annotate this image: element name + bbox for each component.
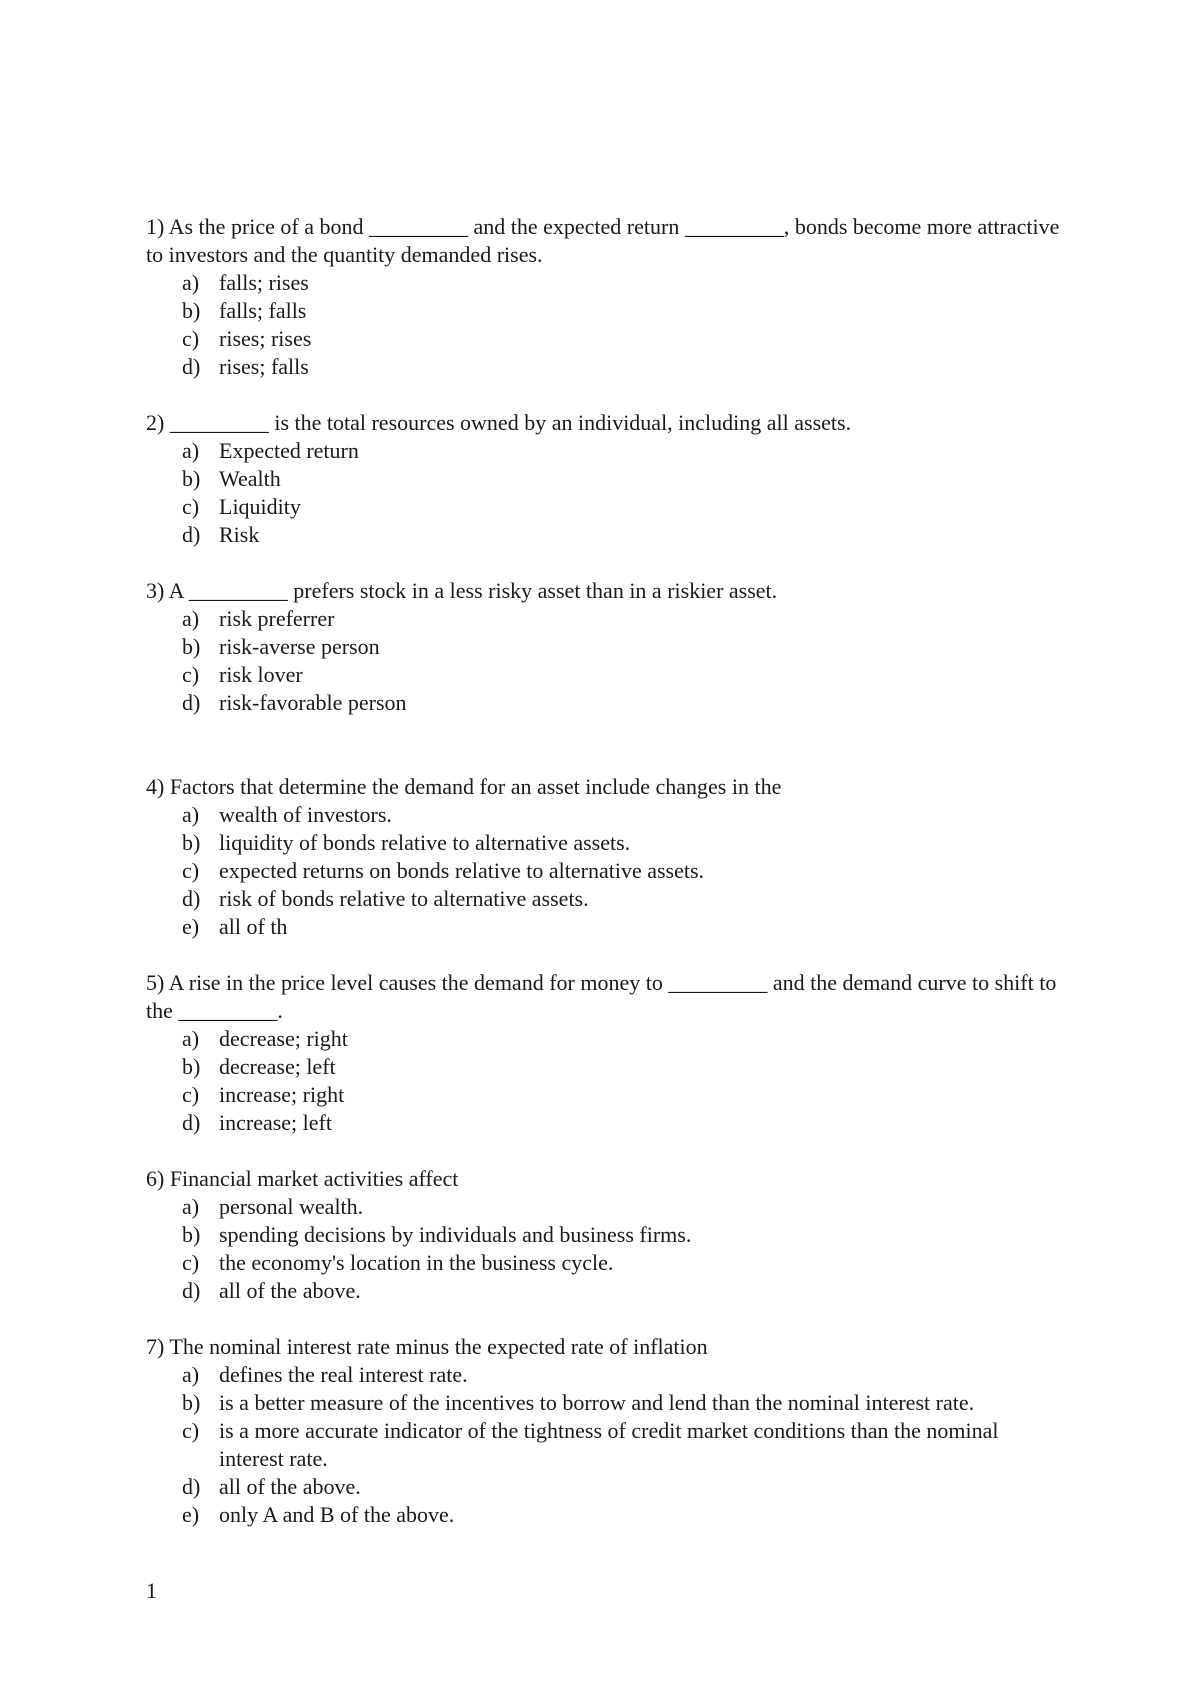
option-letter: a) [182, 802, 200, 827]
option-letter: a) [182, 606, 200, 631]
question-3 [146, 577, 1066, 717]
option-text: is a more accurate indicator of the tightness of credit market conditions than the nominal interest rate. [219, 1418, 999, 1471]
option-text: all of the above. [219, 1474, 361, 1499]
question-7-stem: 7) The nominal interest rate minus the expected rate of inflation [146, 1334, 708, 1359]
option-letter: c) [182, 1418, 200, 1443]
question-5 [146, 969, 1066, 1137]
option-item [146, 297, 1066, 325]
option-item [146, 1361, 1066, 1389]
option-text: rises; falls [219, 354, 309, 379]
option-item [146, 521, 1066, 549]
option-letter: b) [182, 634, 201, 659]
option-text: only A and B of the above. [219, 1502, 455, 1527]
option-item [146, 1473, 1066, 1501]
question-5-options [146, 1025, 1066, 1137]
option-letter: c) [182, 494, 200, 519]
option-text: expected returns on bonds relative to alternative assets. [219, 858, 705, 883]
question-list [146, 213, 1066, 1529]
option-letter: d) [182, 1278, 201, 1303]
option-letter: d) [182, 1474, 201, 1499]
option-item [146, 1221, 1066, 1249]
option-text: falls; rises [219, 270, 309, 295]
option-item [146, 857, 1066, 885]
option-item [146, 493, 1066, 521]
option-letter: b) [182, 1222, 201, 1247]
option-text: spending decisions by individuals and business firms. [219, 1222, 692, 1247]
question-7 [146, 1333, 1066, 1529]
option-item [146, 465, 1066, 493]
option-letter: c) [182, 1082, 200, 1107]
option-letter: e) [182, 1502, 200, 1527]
question-6 [146, 1165, 1066, 1305]
option-text: increase; right [219, 1082, 345, 1107]
option-item [146, 885, 1066, 913]
question-3-stem: 3) A _________ prefers stock in a less risky asset than in a riskier asset. [146, 578, 778, 603]
option-item [146, 353, 1066, 381]
option-item [146, 1109, 1066, 1137]
option-letter: a) [182, 1026, 200, 1051]
option-letter: a) [182, 270, 200, 295]
option-text: liquidity of bonds relative to alternative assets. [219, 830, 631, 855]
option-item [146, 1053, 1066, 1081]
option-item [146, 325, 1066, 353]
question-2 [146, 409, 1066, 549]
option-item [146, 269, 1066, 297]
option-letter: a) [182, 1362, 200, 1387]
option-item [146, 1277, 1066, 1305]
option-letter: b) [182, 830, 201, 855]
option-text: all of th [219, 914, 288, 939]
option-item [146, 661, 1066, 689]
question-1-options [146, 269, 1066, 381]
option-item [146, 829, 1066, 857]
option-letter: b) [182, 298, 201, 323]
option-item [146, 913, 1066, 941]
question-4 [146, 773, 1066, 941]
page-number: 1 [146, 1578, 157, 1603]
question-6-options [146, 1193, 1066, 1305]
option-letter: c) [182, 326, 200, 351]
option-letter: c) [182, 1250, 200, 1275]
option-letter: d) [182, 690, 201, 715]
option-item [146, 437, 1066, 465]
option-letter: a) [182, 438, 200, 463]
option-letter: d) [182, 522, 201, 547]
question-2-options [146, 437, 1066, 549]
option-text: all of the above. [219, 1278, 361, 1303]
option-text: Wealth [219, 466, 281, 491]
option-letter: b) [182, 1390, 201, 1415]
question-1 [146, 213, 1066, 381]
option-letter: d) [182, 1110, 201, 1135]
option-item [146, 1081, 1066, 1109]
option-text: risk lover [219, 662, 303, 687]
option-letter: d) [182, 354, 201, 379]
option-letter: a) [182, 1194, 200, 1219]
option-letter: b) [182, 466, 201, 491]
option-item [146, 605, 1066, 633]
option-text: decrease; left [219, 1054, 336, 1079]
option-text: risk-averse person [219, 634, 380, 659]
option-text: wealth of investors. [219, 802, 392, 827]
option-letter: e) [182, 914, 200, 939]
option-text: the economy's location in the business cycle. [219, 1250, 614, 1275]
question-4-stem: 4) Factors that determine the demand for an asset include changes in the [146, 774, 782, 799]
question-5-stem: 5) A rise in the price level causes the demand for money to _________ and the demand curve to shift to the _________. [146, 970, 1057, 1023]
option-text: defines the real interest rate. [219, 1362, 468, 1387]
option-letter: d) [182, 886, 201, 911]
question-3-options [146, 605, 1066, 717]
option-text: Liquidity [219, 494, 301, 519]
option-text: is a better measure of the incentives to borrow and lend than the nominal interest rate. [219, 1390, 975, 1415]
option-text: rises; rises [219, 326, 312, 351]
option-item [146, 801, 1066, 829]
option-text: risk-favorable person [219, 690, 407, 715]
option-text: risk preferrer [219, 606, 335, 631]
option-text: increase; left [219, 1110, 332, 1135]
option-text: risk of bonds relative to alternative assets. [219, 886, 589, 911]
question-7-options [146, 1361, 1066, 1529]
option-text: Risk [219, 522, 260, 547]
option-letter: c) [182, 662, 200, 687]
option-text: falls; falls [219, 298, 307, 323]
question-2-stem: 2) _________ is the total resources owned by an individual, including all assets. [146, 410, 852, 435]
option-item [146, 1025, 1066, 1053]
option-item [146, 1389, 1066, 1417]
question-6-stem: 6) Financial market activities affect [146, 1166, 459, 1191]
option-item [146, 633, 1066, 661]
question-1-stem: 1) As the price of a bond _________ and the expected return _________, bonds become more attractive to investors and the quantity demanded rises. [146, 214, 1060, 267]
option-item [146, 1249, 1066, 1277]
option-text: Expected return [219, 438, 359, 463]
option-letter: b) [182, 1054, 201, 1079]
option-item [146, 1501, 1066, 1529]
option-text: decrease; right [219, 1026, 348, 1051]
option-item [146, 1193, 1066, 1221]
option-letter: c) [182, 858, 200, 883]
question-4-options [146, 801, 1066, 941]
option-text: personal wealth. [219, 1194, 364, 1219]
option-item [146, 689, 1066, 717]
option-item [146, 1417, 1066, 1473]
